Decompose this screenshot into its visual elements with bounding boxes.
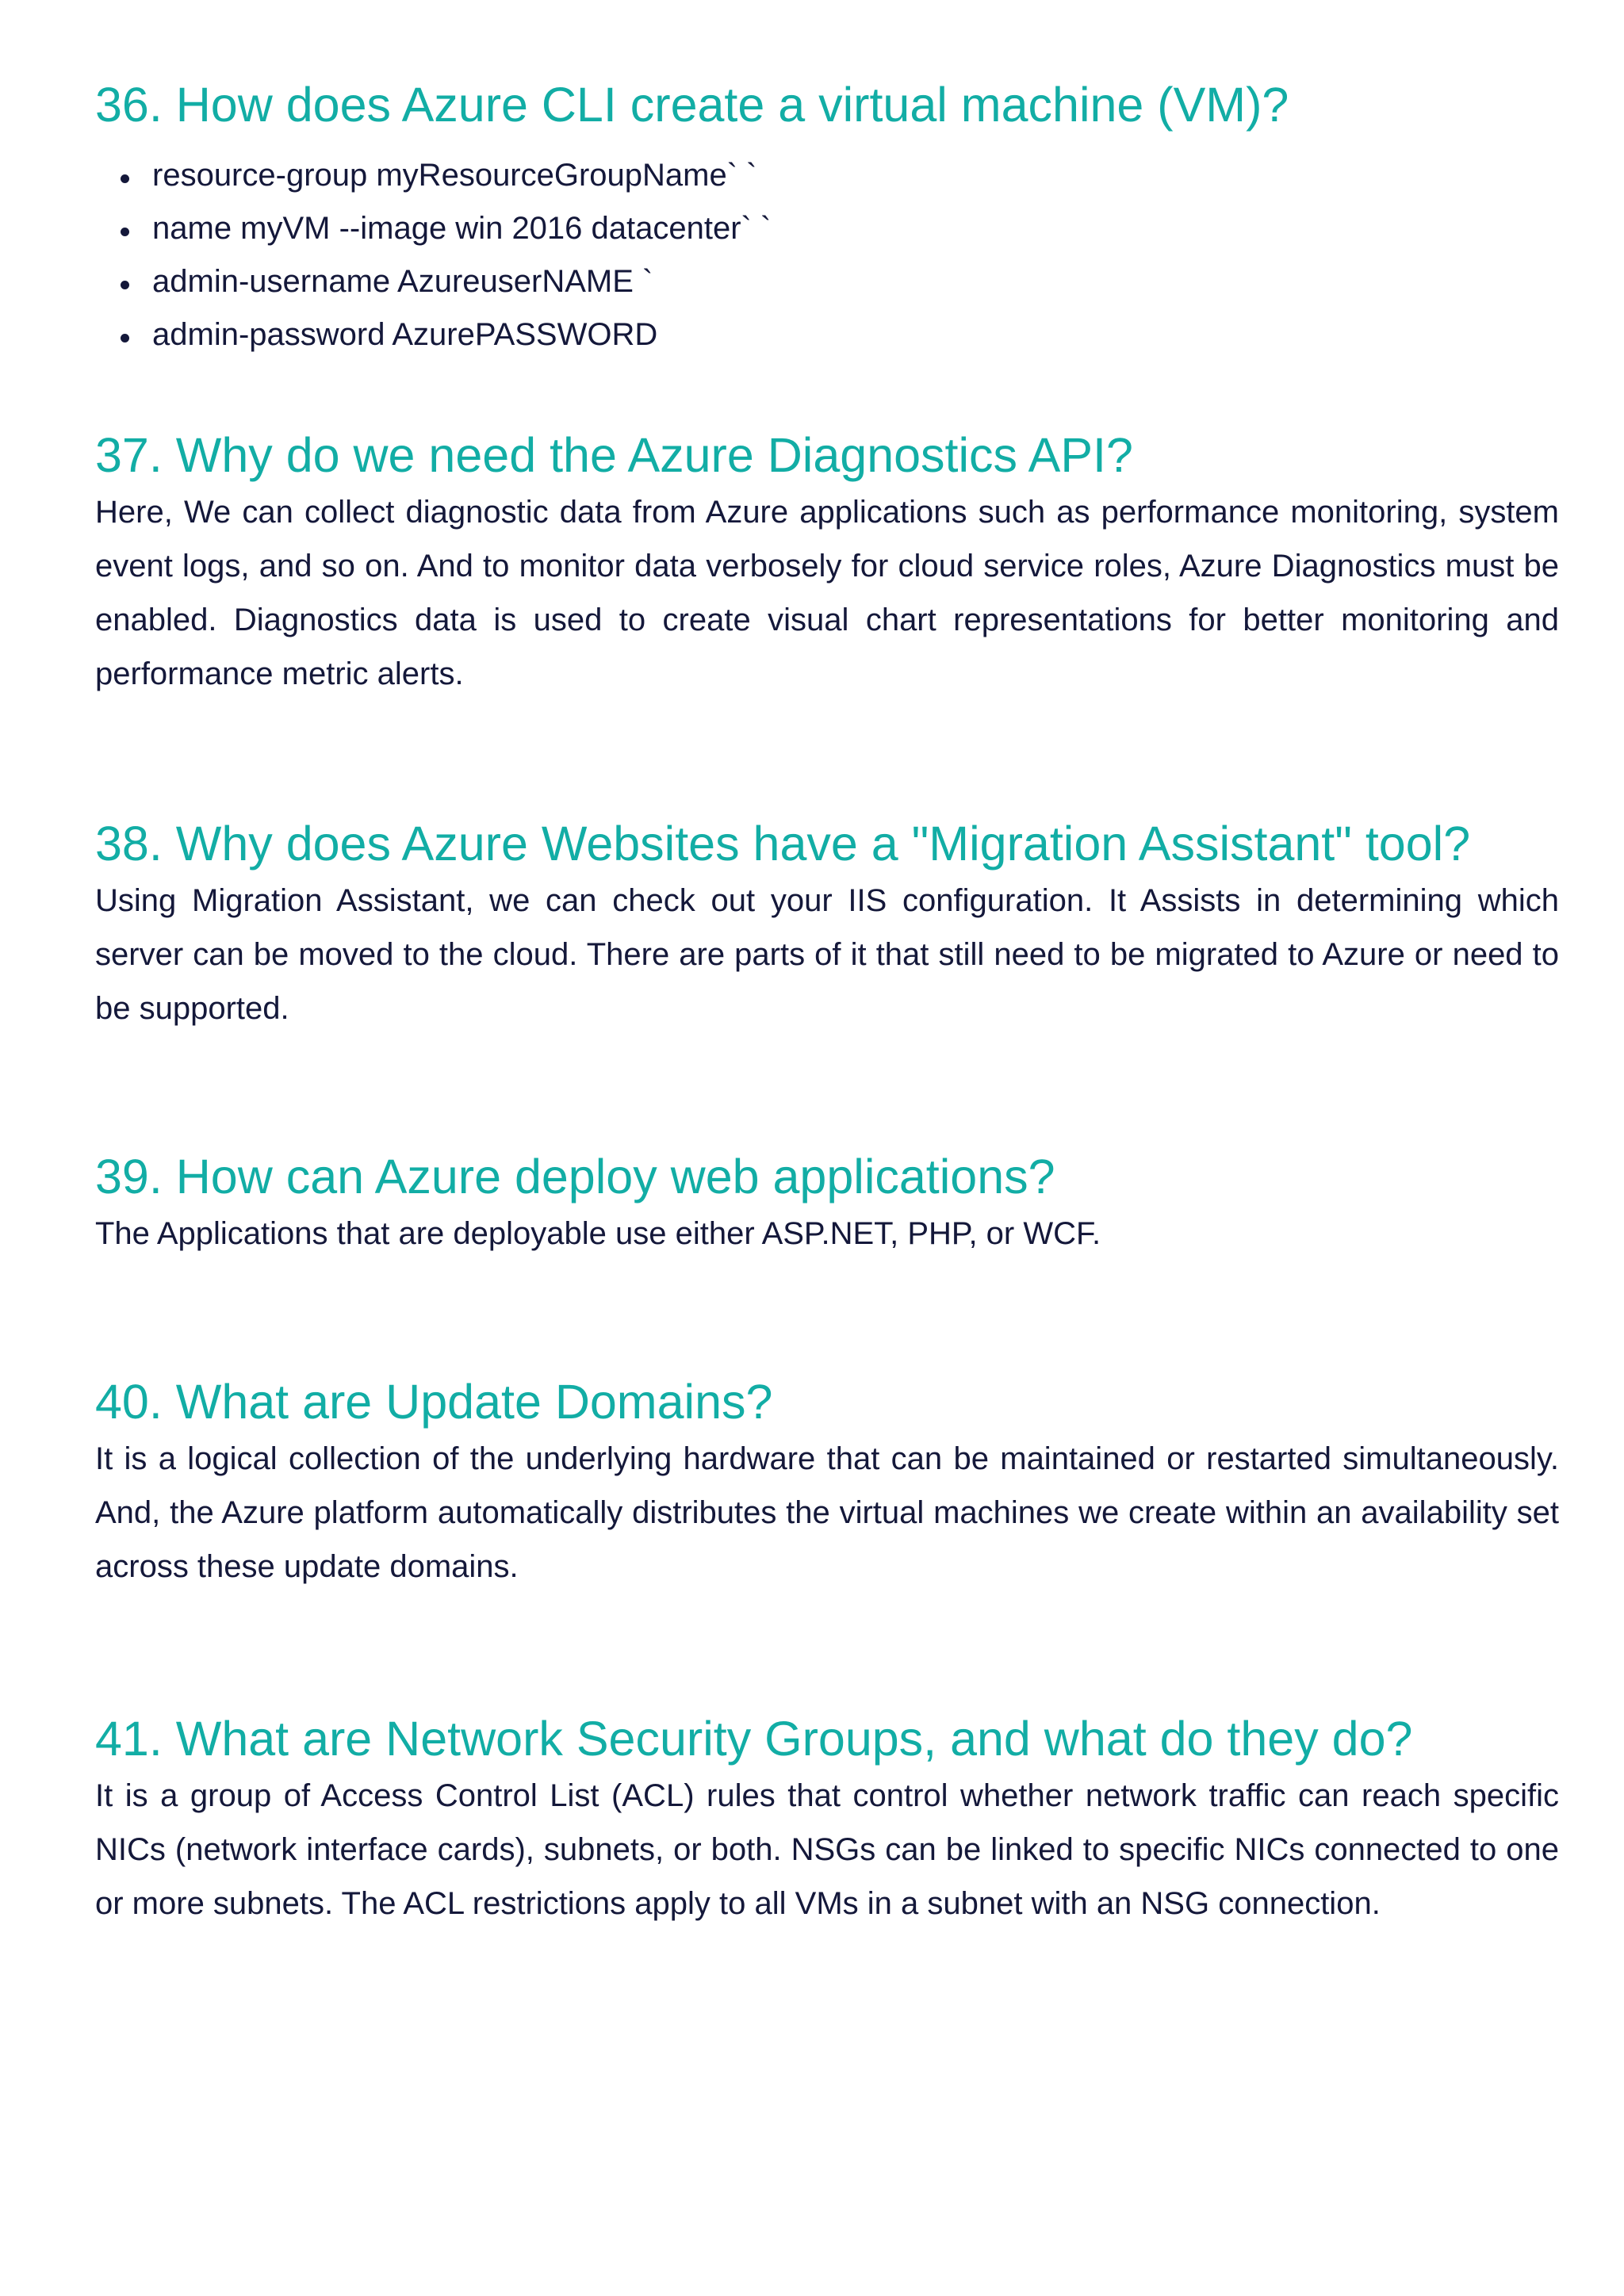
question-heading: 37. Why do we need the Azure Diagnostics API? (95, 428, 1133, 482)
question-heading: 39. How can Azure deploy web applications? (95, 1150, 1055, 1203)
bullet-text: name myVM --image win 2016 datacenter` ` (152, 211, 772, 246)
answer-text: It is a logical collection of the underlying hardware that can be maintained or restarted simultaneously. And, the Azure platform automatically distributes the virtual machines we create within an availability set across these update domains. (95, 1441, 1559, 1584)
list-item (95, 255, 1559, 308)
answer-text: It is a group of Access Control List (ACL) rules that control whether network traffic can reach specific NICs (network interface cards), subnets, or both. NSGs can be linked to specific NICs connected to one or more subnets. The ACL restrictions apply to all VMs in a subnet with an NSG connection. (95, 1778, 1559, 1921)
bullet-text: admin-password AzurePASSWORD (152, 317, 658, 352)
list-item (95, 202, 1559, 255)
faq-section-37 (95, 425, 1559, 701)
question-heading: 41. What are Network Security Groups, and what do they do? (95, 1712, 1413, 1766)
faq-section-39 (95, 1146, 1559, 1261)
faq-section-36 (95, 75, 1559, 362)
faq-section-41 (95, 1709, 1559, 1931)
faq-section-38 (95, 813, 1559, 1035)
list-item (95, 149, 1559, 202)
answer-text: Here, We can collect diagnostic data from Azure applications such as performance monitoring, system event logs, and so on. And to monitor data verbosely for cloud service roles, Azure Diagnostics must be enabled. Diagnostics data is used to create visual chart representations for better monitoring and performance metric alerts. (95, 495, 1559, 691)
list-item (95, 308, 1559, 362)
question-heading: 40. What are Update Domains? (95, 1375, 773, 1429)
bullet-text: admin-username AzureuserNAME ` (152, 264, 653, 299)
bullet-dot-icon (121, 228, 129, 236)
question-heading: 36. How does Azure CLI create a virtual machine (VM)? (95, 78, 1289, 132)
answer-text: The Applications that are deployable use either ASP.NET, PHP, or WCF. (95, 1216, 1101, 1251)
question-heading: 38. Why does Azure Websites have a "Migration Assistant" tool? (95, 817, 1471, 871)
bullet-text: resource-group myResourceGroupName` ` (152, 158, 757, 193)
faq-section-40 (95, 1372, 1559, 1594)
bullet-list (95, 149, 1559, 362)
answer-text: Using Migration Assistant, we can check out your IIS configuration. It Assists in determining which server can be moved to the cloud. There are parts of it that still need to be migrated to Azure or need to be supported. (95, 883, 1559, 1026)
bullet-dot-icon (121, 281, 129, 289)
bullet-dot-icon (121, 174, 129, 183)
bullet-dot-icon (121, 334, 129, 342)
